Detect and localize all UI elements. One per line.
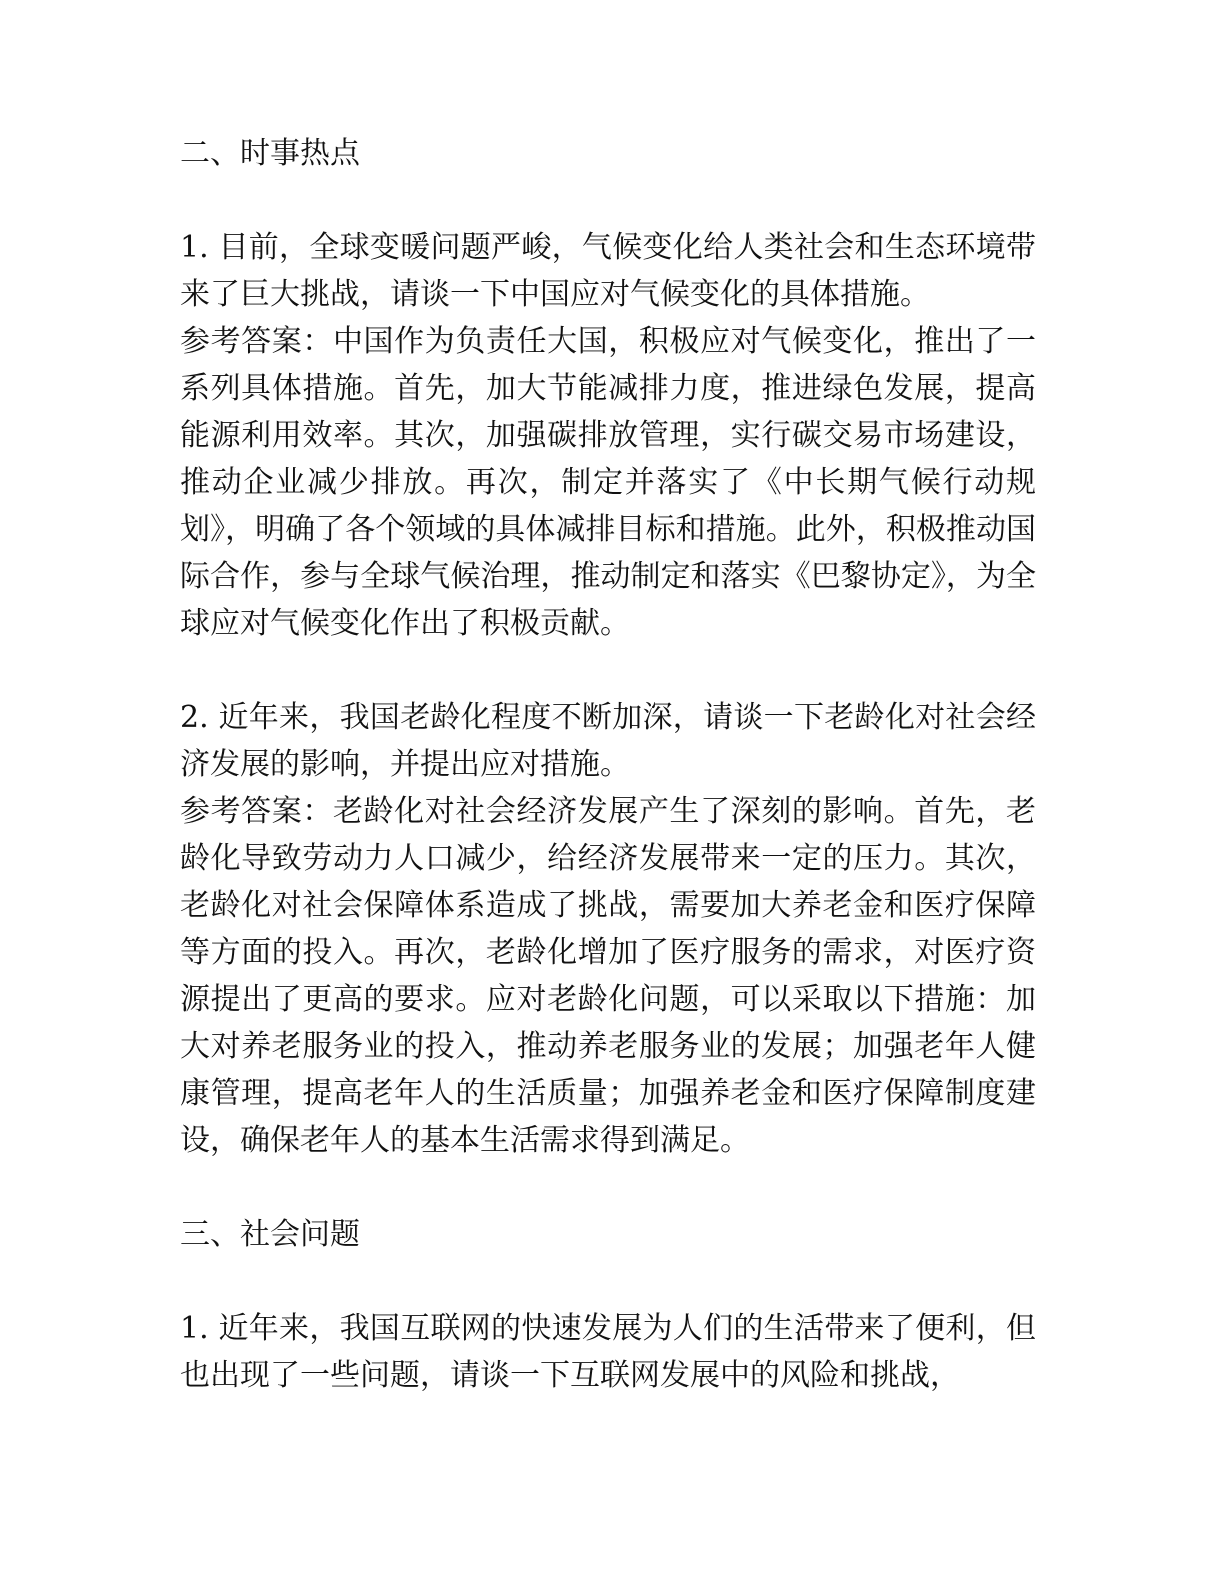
document-page — [180, 130, 1036, 1446]
qa-item-climate-change — [180, 224, 1036, 647]
section-heading-social-issues: 三、社会问题 — [180, 1217, 360, 1252]
question-aging: 2. 近年来，我国老龄化程度不断加深，请谈一下老龄化对社会经济发展的影响，并提出应对措施。 — [180, 700, 1036, 782]
section-heading-current-affairs: 二、时事热点 — [180, 136, 360, 171]
answer-climate-change: 参考答案：中国作为负责任大国，积极应对气候变化，推出了一系列具体措施。首先，加大节能减排力度，推进绿色发展，提高能源利用效率。其次，加强碳排放管理，实行碳交易市场建设，推动企业减少排放。再次，制定并落实了《中长期气候行动规划》，明确了各个领域的具体减排目标和措施。此外，积极推动国际合作，参与全球气候治理，推动制定和落实《巴黎协定》，为全球应对气候变化作出了积极贡献。 — [180, 324, 1036, 641]
answer-aging: 参考答案：老龄化对社会经济发展产生了深刻的影响。首先，老龄化导致劳动力人口减少，给经济发展带来一定的压力。其次，老龄化对社会保障体系造成了挑战，需要加大养老金和医疗保障等方面的投入。再次，老龄化增加了医疗服务的需求，对医疗资源提出了更高的要求。应对老龄化问题，可以采取以下措施：加大对养老服务业的投入，推动养老服务业的发展；加强老年人健康管理，提高老年人的生活质量；加强养老金和医疗保障制度建设，确保老年人的基本生活需求得到满足。 — [180, 794, 1036, 1158]
qa-item-aging — [180, 694, 1036, 1164]
question-internet: 1. 近年来，我国互联网的快速发展为人们的生活带来了便利，但也出现了一些问题，请谈一下互联网发展中的风险和挑战， — [180, 1311, 1036, 1393]
question-climate-change: 1. 目前，全球变暖问题严峻，气候变化给人类社会和生态环境带来了巨大挑战，请谈一下中国应对气候变化的具体措施。 — [180, 230, 1036, 312]
qa-item-internet — [180, 1305, 1036, 1399]
